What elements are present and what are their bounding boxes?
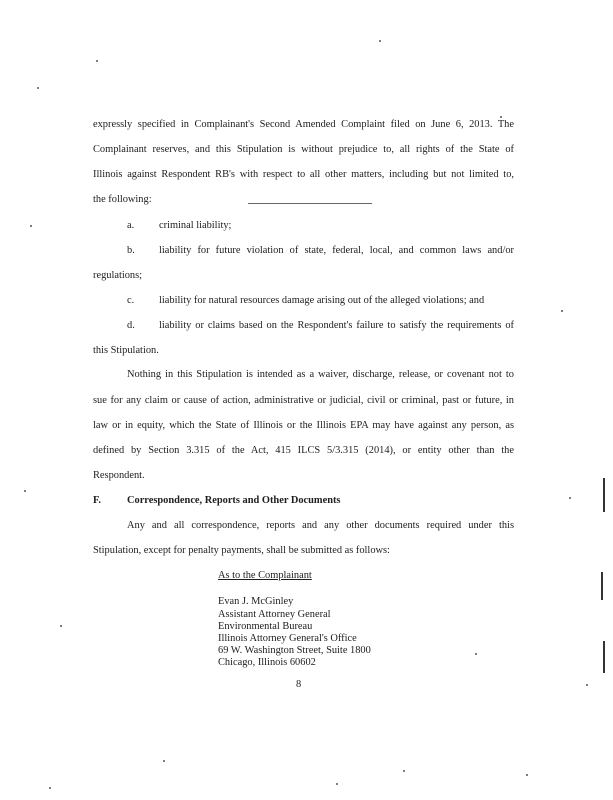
paragraph-line: Illinois against Respondent RB's with respect to all other matters, including but not limited to,: [93, 169, 514, 180]
list-item-text: this Stipulation.: [93, 345, 159, 356]
scan-streak: [248, 203, 372, 204]
scan-speck: [24, 490, 26, 492]
paragraph-line: Respondent.: [93, 470, 145, 481]
list-item-text: criminal liability;: [159, 220, 232, 231]
paragraph-line: Nothing in this Stipulation is intended as a waiver, discharge, release, or covenant not to: [127, 369, 514, 380]
scan-speck: [49, 787, 51, 789]
scan-edge-mark: [601, 572, 603, 600]
paragraph-line: defined by Section 3.315 of the Act, 415 ILCS 5/3.315 (2014), or entity other than the: [93, 445, 514, 456]
address-line: Environmental Bureau: [218, 621, 313, 632]
list-item-text: regulations;: [93, 270, 143, 281]
section-letter: F.: [93, 495, 101, 506]
paragraph-line: Complainant reserves, and this Stipulation is without prejudice to, all rights of the State of: [93, 144, 514, 155]
address-line: Chicago, Illinois 60602: [218, 657, 316, 668]
list-item-text: liability or claims based on the Respondent's failure to satisfy the requirements of: [159, 320, 514, 331]
list-letter: b.: [127, 245, 135, 256]
scan-speck: [569, 497, 571, 499]
address-line: Evan J. McGinley: [218, 596, 294, 607]
list-item-text: liability for future violation of state, federal, local, and common laws and/or: [159, 245, 514, 256]
scan-speck: [96, 60, 98, 62]
list-letter: c.: [127, 295, 135, 306]
paragraph-line: law or in equity, which the State of Illinois or the Illinois EPA may have against any person, as: [93, 420, 514, 431]
list-item-text: liability for natural resources damage arising out of the alleged violations; and: [159, 295, 485, 306]
paragraph-line: the following:: [93, 194, 152, 205]
scan-speck: [37, 87, 39, 89]
scan-speck: [403, 770, 405, 772]
address-line: Illinois Attorney General's Office: [218, 633, 357, 644]
paragraph-line: sue for any claim or cause of action, administrative or judicial, civil or criminal, past or future, in: [93, 395, 514, 406]
paragraph-line: Any and all correspondence, reports and any other documents required under this: [127, 520, 514, 531]
list-letter: d.: [127, 320, 135, 331]
scan-speck: [475, 653, 477, 655]
list-letter: a.: [127, 220, 135, 231]
paragraph-line: expressly specified in Complainant's Second Amended Complaint filed on June 6, 2013. The: [93, 119, 514, 130]
address-line: Assistant Attorney General: [218, 609, 331, 620]
page-number: 8: [296, 679, 302, 690]
scan-speck: [163, 760, 165, 762]
address-line: 69 W. Washington Street, Suite 1800: [218, 645, 371, 656]
address-heading: As to the Complainant: [218, 570, 312, 581]
scan-speck: [30, 225, 32, 227]
scan-speck: [526, 774, 528, 776]
scan-speck: [336, 783, 338, 785]
scan-edge-mark: [603, 641, 605, 673]
scan-speck: [586, 684, 588, 686]
scan-edge-mark: [603, 478, 605, 512]
scan-speck: [561, 310, 563, 312]
scan-speck: [379, 40, 381, 42]
section-heading: Correspondence, Reports and Other Documents: [127, 495, 341, 506]
paragraph-line: Stipulation, except for penalty payments, shall be submitted as follows:: [93, 545, 390, 556]
scan-speck: [60, 625, 62, 627]
